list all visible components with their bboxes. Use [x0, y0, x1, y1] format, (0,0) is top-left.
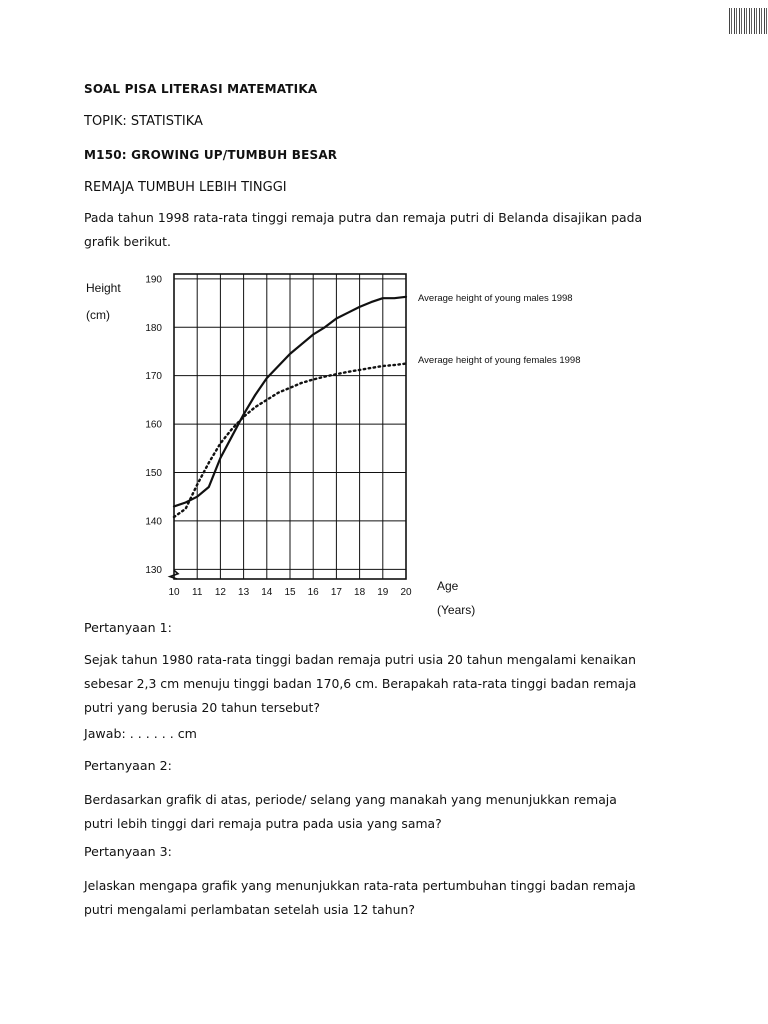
legend-males: Average height of young males 1998 [418, 293, 573, 304]
doc-code: M150: GROWING UP/TUMBUH BESAR [84, 148, 338, 162]
question-1-answer: Jawab: . . . . . . cm [84, 726, 197, 741]
doc-title: SOAL PISA LITERASI MATEMATIKA [84, 82, 318, 96]
barcode-stamp [729, 8, 767, 34]
question-3-title: Pertanyaan 3: [84, 844, 172, 859]
x-tick-label: 16 [307, 587, 319, 598]
y-tick-label: 150 [145, 467, 162, 479]
chart-grid [170, 274, 406, 579]
y-axis-label: Height [86, 281, 121, 295]
question-2-text: Berdasarkan grafik di atas, periode/ selang yang manakah yang menunjukkan remaja putri lebih tinggi dari remaja putra pada usia yang sama? [84, 792, 617, 831]
x-tick-labels [168, 587, 412, 598]
x-tick-label: 19 [377, 587, 389, 598]
question-1-title: Pertanyaan 1: [84, 620, 172, 635]
y-tick-label: 170 [145, 371, 162, 383]
x-tick-label: 12 [214, 587, 226, 598]
x-tick-label: 10 [168, 587, 180, 598]
y-tick-labels [145, 274, 162, 575]
x-tick-label: 13 [238, 587, 250, 598]
x-tick-label: 14 [261, 587, 273, 598]
legend-females: Average height of young females 1998 [418, 355, 581, 366]
question-2-title: Pertanyaan 2: [84, 758, 172, 773]
doc-topic: TOPIK: STATISTIKA [84, 114, 203, 129]
question-1-text: Sejak tahun 1980 rata-rata tinggi badan remaja putri usia 20 tahun mengalami kenaikan sebesar 2,3 cm menuju tinggi badan 170,6 cm. Berapakah rata-rata tinggi badan remaja putri yang berusia 20 tahun tersebut? [84, 652, 637, 715]
x-tick-label: 17 [330, 587, 342, 598]
x-tick-label: 20 [400, 587, 412, 598]
x-axis-unit: (Years) [437, 603, 476, 617]
chart-legend [418, 293, 581, 366]
x-tick-label: 18 [354, 587, 366, 598]
doc-subtitle: REMAJA TUMBUH LEBIH TINGGI [84, 180, 287, 195]
height-chart [80, 268, 680, 620]
y-tick-label: 140 [145, 516, 162, 528]
question-3-text: Jelaskan mengapa grafik yang menunjukkan rata-rata pertumbuhan tinggi badan remaja putri mengalami perlambatan setelah usia 12 tahun? [84, 878, 636, 917]
y-tick-label: 160 [145, 419, 162, 431]
intro-text: Pada tahun 1998 rata-rata tinggi remaja putra dan remaja putri di Belanda disajikan pada grafik berikut. [84, 210, 643, 249]
y-tick-label: 130 [145, 564, 162, 576]
y-tick-label: 190 [145, 274, 162, 286]
y-tick-label: 180 [145, 322, 162, 334]
x-axis-label: Age [437, 579, 459, 593]
x-tick-label: 11 [192, 587, 203, 598]
y-axis-unit: (cm) [86, 308, 110, 322]
x-tick-label: 15 [284, 587, 296, 598]
